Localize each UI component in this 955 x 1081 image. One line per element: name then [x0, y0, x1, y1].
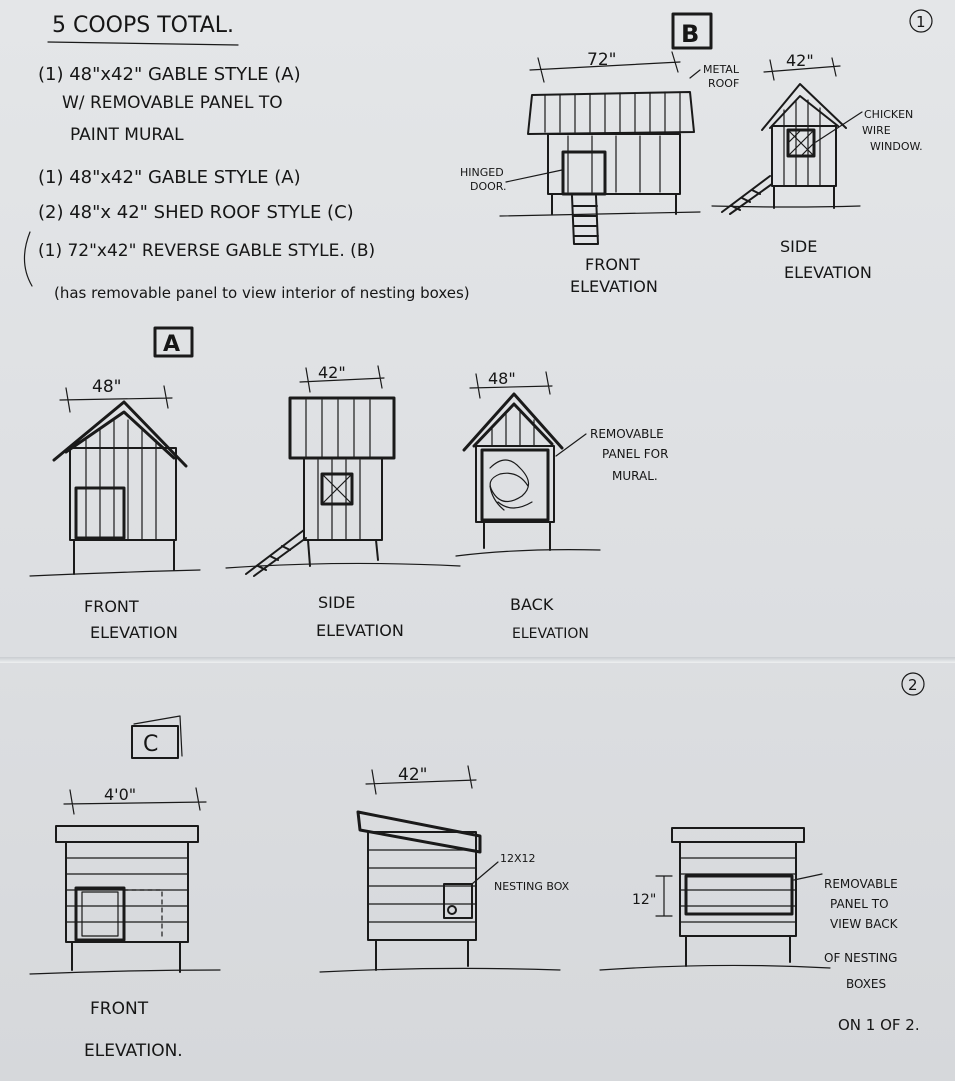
- svg-text:A: A: [163, 332, 181, 357]
- note-line-3: (2) 48"x 42" SHED ROOF STYLE (C): [38, 202, 354, 223]
- coop-a-tag: [155, 328, 192, 357]
- gable-roof: [54, 402, 186, 466]
- note-line-1c: PAINT MURAL: [70, 125, 184, 145]
- coop-a-front-dim: 48": [92, 377, 122, 397]
- coop-b-side-label-2: ELEVATION: [784, 263, 872, 282]
- legs: [686, 936, 790, 966]
- coop-c-back-dim: 12": [632, 892, 657, 908]
- nesting-box-note-2: NESTING BOX: [494, 880, 570, 893]
- coop-a-side-dim: 42": [318, 363, 346, 382]
- nesting-box-hidden: [124, 890, 162, 940]
- notes-title: 5 COOPS TOTAL.: [52, 13, 234, 38]
- svg-text:C: C: [143, 732, 159, 757]
- legs: [376, 940, 468, 970]
- coop-c-front-elevation: [30, 785, 220, 1061]
- coop-c-back-note-5: BOXES: [846, 977, 887, 991]
- coop-a-back-label-2: ELEVATION: [512, 626, 589, 642]
- coop-a-front-label-1: FRONT: [84, 597, 139, 616]
- legs: [308, 540, 378, 566]
- hinged-door-note-1: HINGED: [460, 166, 504, 179]
- coop-c-tag: [132, 716, 182, 758]
- note-line-2: (1) 48"x42" GABLE STYLE (A): [38, 167, 301, 188]
- note-line-1b: W/ REMOVABLE PANEL TO: [62, 93, 283, 113]
- coop-a-front-label-2: ELEVATION: [90, 623, 178, 642]
- coop-a-back-dim: 48": [488, 369, 516, 388]
- coop-b-side-label-1: SIDE: [780, 237, 818, 256]
- removable-back-panel: [686, 876, 792, 914]
- coop-c-back-note-3: VIEW BACK: [830, 917, 898, 931]
- ground-line: [712, 206, 860, 207]
- coop-b-side-dim: 42": [786, 51, 814, 70]
- coop-b-front-label-2: ELEVATION: [570, 277, 658, 296]
- notes-block: [24, 13, 469, 302]
- coop-c-front-dim: 4'0": [104, 785, 137, 804]
- coop-b-front-label-1: FRONT: [585, 255, 640, 274]
- roof: [672, 828, 804, 842]
- ground-line: [30, 970, 220, 974]
- coop-a-back-note-1: REMOVABLE: [590, 427, 664, 441]
- coop-b-tag: [673, 14, 711, 48]
- ground-line: [320, 968, 560, 972]
- coop-c-back-elevation: [600, 828, 899, 991]
- coop-a-back-note-2: PANEL FOR: [602, 447, 669, 461]
- hinged-door-note-2: DOOR.: [470, 180, 507, 193]
- legs: [74, 540, 174, 574]
- coop-a-back-note-3: MURAL.: [612, 469, 658, 483]
- metal-roof-note-2: ROOF: [708, 77, 740, 90]
- chicken-wire-note-2: WIRE: [862, 124, 891, 137]
- ramp: [572, 196, 598, 244]
- page-number-2: [902, 673, 924, 695]
- svg-text:1: 1: [916, 13, 926, 31]
- coop-body: [476, 446, 554, 522]
- roof: [528, 92, 694, 134]
- coop-c-side-elevation: [320, 765, 570, 972]
- note-bracket: [24, 232, 32, 286]
- note-line-4: (1) 72"x42" REVERSE GABLE STYLE. (B): [38, 241, 376, 261]
- page-number-1: [910, 10, 932, 32]
- ramp: [722, 176, 772, 214]
- svg-text:B: B: [681, 20, 700, 48]
- coop-c-back-note-2: PANEL TO: [830, 897, 889, 911]
- ground-line: [500, 212, 700, 216]
- coop-c-back-note-1: REMOVABLE: [824, 877, 898, 891]
- coop-a-front-elevation: [30, 377, 200, 642]
- coop-c-side-dim: 42": [398, 765, 428, 785]
- gable-roof: [762, 84, 846, 130]
- metal-roof-note-1: METAL: [703, 63, 739, 76]
- legs: [72, 942, 180, 972]
- hinged-door: [563, 152, 605, 194]
- ground-line: [456, 550, 600, 556]
- chicken-wire-note-1: CHICKEN: [864, 108, 914, 121]
- nesting-box-note-1: 12X12: [500, 852, 536, 865]
- mural-scribble: [490, 460, 532, 510]
- coop-c-front-label-1: FRONT: [90, 999, 149, 1019]
- ground-line: [600, 965, 830, 970]
- svg-text:2: 2: [908, 676, 918, 694]
- removable-mural-panel: [482, 450, 548, 520]
- gable-roof: [464, 394, 562, 450]
- note-line-5: (has removable panel to view interior of nesting boxes): [54, 284, 470, 302]
- coop-a-side-label-1: SIDE: [318, 593, 356, 612]
- ramp: [246, 530, 306, 576]
- coop-a-back-elevation: [456, 369, 668, 642]
- coop-b-side-elevation: [712, 51, 923, 282]
- panel-height-dim: [656, 876, 672, 916]
- chicken-wire-note-3: WINDOW.: [870, 140, 923, 153]
- roof: [56, 826, 198, 842]
- coop-a-side-elevation: [226, 363, 460, 640]
- coop-b-front-dim: 72": [587, 50, 617, 70]
- coop-body: [304, 458, 382, 540]
- ground-line: [30, 570, 200, 576]
- title-underline: [48, 42, 238, 45]
- coop-a-side-label-2: ELEVATION: [316, 621, 404, 640]
- coop-a-back-label-1: BACK: [510, 595, 554, 614]
- legs: [552, 194, 676, 214]
- coop-c-back-note-4: OF NESTING: [824, 951, 898, 965]
- access-door: [76, 888, 124, 940]
- coop-c-front-label-2: ELEVATION.: [84, 1041, 183, 1061]
- coop-b-front-elevation: [460, 50, 740, 296]
- sheet-footer: ON 1 OF 2.: [838, 1016, 920, 1034]
- legs: [484, 522, 550, 550]
- note-line-1a: (1) 48"x42" GABLE STYLE (A): [38, 64, 301, 85]
- legs: [774, 186, 834, 208]
